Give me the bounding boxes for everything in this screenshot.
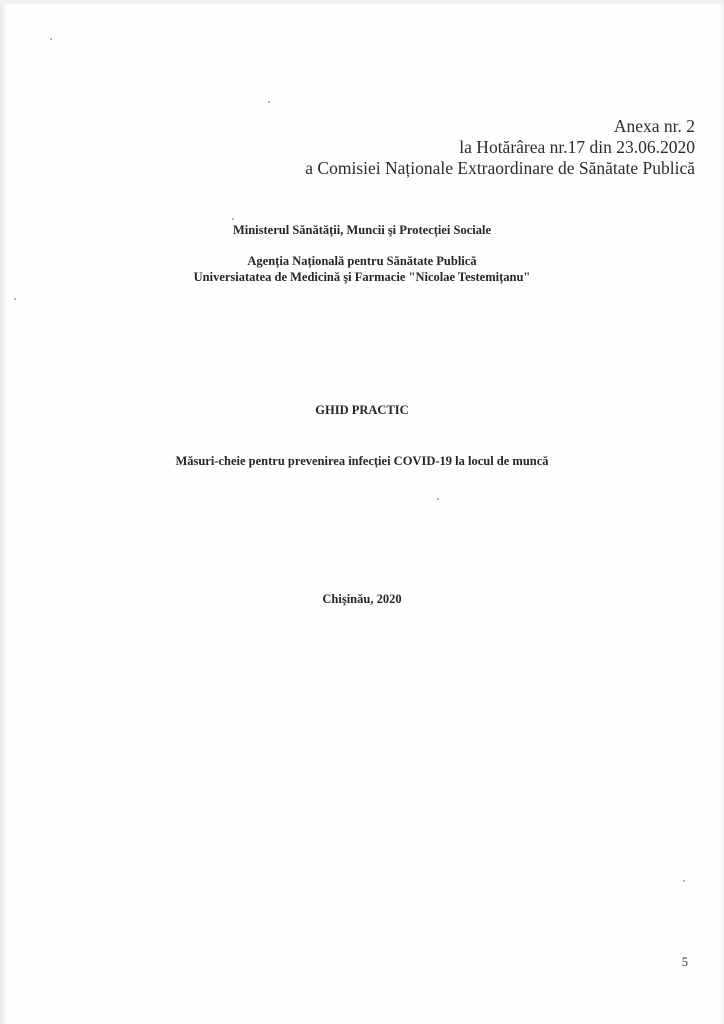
document-type: GHID PRACTIC [315, 403, 409, 417]
scan-speck [437, 498, 439, 500]
agency-name: Agenția Națională pentru Sănătate Publică [247, 254, 477, 268]
document-title: Măsuri-cheie pentru prevenirea infecției COVID-19 la locul de muncă [175, 454, 549, 468]
scan-speck [232, 218, 234, 220]
ministry-name: Ministerul Sănătății, Muncii şi Protecției Sociale [232, 223, 492, 237]
scan-speck [683, 880, 685, 882]
annex-number: Anexa nr. 2 [613, 116, 695, 136]
scan-speck [14, 298, 16, 300]
scan-edge-right [720, 0, 724, 1024]
annex-decision: la Hotărârea nr.17 din 23.06.2020 [459, 137, 695, 157]
university-name: Universiatatea de Medicină şi Farmacie "Nicolae Testemițanu" [193, 270, 531, 284]
scan-speck [50, 38, 52, 40]
scan-edge-left [0, 0, 6, 1024]
scan-edge-top [0, 0, 724, 4]
annex-commission: a Comisiei Naționale Extraordinare de Sănătate Publică [305, 158, 695, 178]
page-number: 5 [681, 955, 688, 969]
scan-speck [268, 101, 270, 103]
place-and-year: Chişinău, 2020 [322, 592, 402, 606]
agencies-block [0, 253, 724, 285]
annex-reference [305, 116, 695, 179]
